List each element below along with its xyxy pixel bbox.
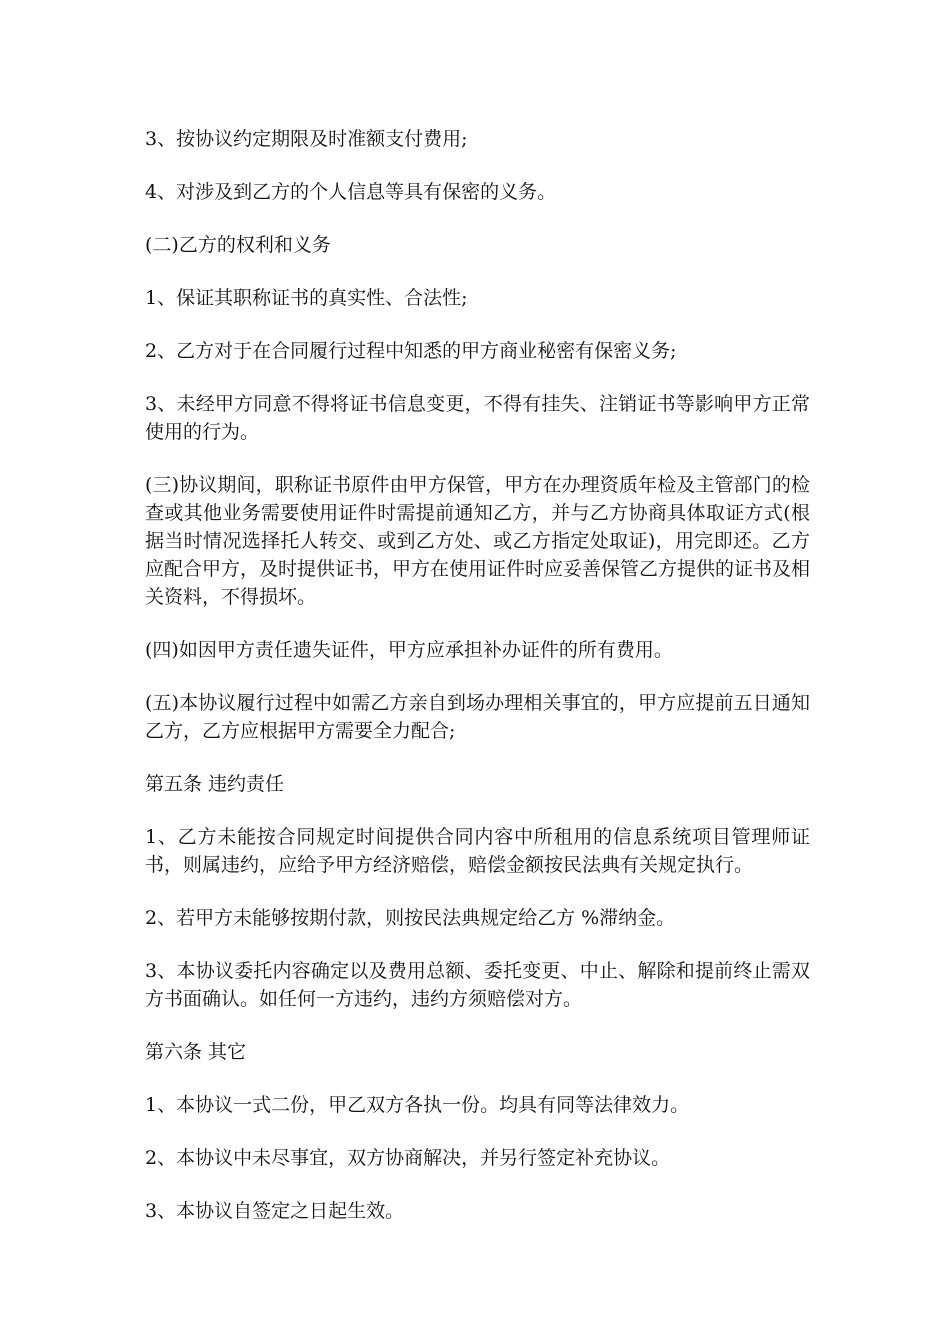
clause-written-confirmation: 3、本协议委托内容确定以及费用总额、委托变更、中止、解除和提前终止需双方书面确认。如任何一方违约，违约方须赔偿对方。 [145, 960, 810, 1010]
section-heading-party-b-rights: (二)乙方的权利和义务 [145, 234, 331, 256]
clause-no-certificate-change: 3、未经甲方同意不得将证书信息变更，不得有挂失、注销证书等影响甲方正常使用的行为。 [145, 393, 810, 443]
clause-certificate-authenticity: 1、保证其职称证书的真实性、合法性; [145, 287, 468, 309]
clause-late-payment: 2、若甲方未能够按期付款，则按民法典规定给乙方 %滞纳金。 [145, 907, 676, 929]
clause-privacy-obligation: 4、对涉及到乙方的个人信息等具有保密的义务。 [145, 181, 557, 203]
clause-trade-secret: 2、乙方对于在合同履行过程中知悉的甲方商业秘密有保密义务; [145, 340, 677, 362]
clause-supplementary: 2、本协议中未尽事宜，双方协商解决，并另行签定补充协议。 [145, 1147, 671, 1169]
clause-certificate-custody: (三)协议期间，职称证书原件由甲方保管，甲方在办理资质年检及主管部门的检查或其他业务需要使用证件时需提前通知乙方，并与乙方协商具体取证方式(根据当时情况选择托人转交、或到乙方处、或乙方指定处取证)，用完即还。乙方应配合甲方，及时提供证书，甲方在使用证件时应妥善保管乙方提供的证书及相关资料，不得损坏。 [145, 474, 811, 608]
article-heading-breach: 第五条 违约责任 [145, 773, 285, 795]
document-body [145, 125, 810, 1250]
clause-breach-party-b: 1、乙方未能按合同规定时间提供合同内容中所租用的信息系统项目管理师证书，则属违约，应给予甲方经济赔偿，赔偿金额按民法典有关规定执行。 [145, 826, 810, 876]
clause-effective-date: 3、本协议自签定之日起生效。 [145, 1200, 405, 1222]
clause-onsite-cooperation: (五)本协议履行过程中如需乙方亲自到场办理相关事宜的，甲方应提前五日通知乙方，乙方应根据甲方需要全力配合; [145, 692, 810, 742]
clause-loss-liability: (四)如因甲方责任遗失证件，甲方应承担补办证件的所有费用。 [145, 639, 673, 661]
clause-copies: 1、本协议一式二份，甲乙双方各执一份。均具有同等法律效力。 [145, 1094, 690, 1116]
clause-payment-obligation: 3、按协议约定期限及时准额支付费用; [145, 128, 468, 150]
article-heading-other: 第六条 其它 [145, 1041, 247, 1063]
